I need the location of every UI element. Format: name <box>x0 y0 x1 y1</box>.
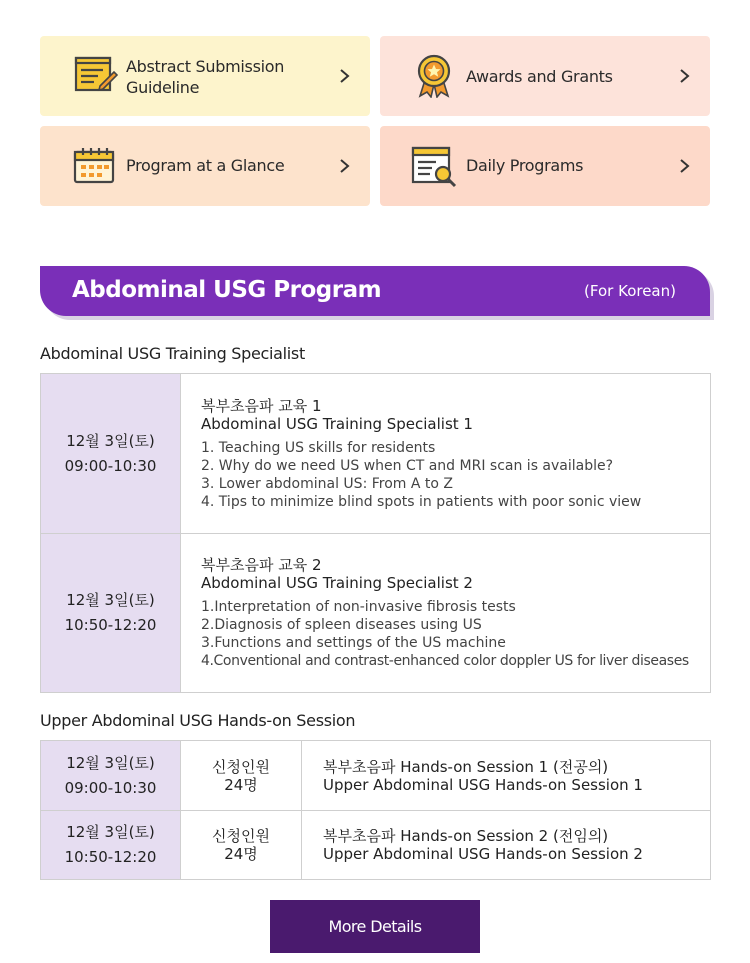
program-at-a-glance-link[interactable] <box>40 126 370 206</box>
abstract-submission-link[interactable] <box>40 36 370 116</box>
list-item: 3. Lower abdominal US: From A to Z <box>201 475 453 492</box>
capacity <box>181 811 302 880</box>
table-row <box>41 374 711 534</box>
session-title-en: Upper Abdominal USG Hands-on Session 2 <box>323 845 643 863</box>
tile-label: Abstract Submission Guideline <box>126 57 285 97</box>
award-medal-icon <box>410 54 458 98</box>
topic-list <box>201 598 710 670</box>
session-date: 12월 3일(토) <box>66 591 155 609</box>
capacity-value: 24명 <box>224 775 258 794</box>
session-datetime <box>41 374 181 534</box>
table-row <box>41 811 711 880</box>
banner-title: Abdominal USG Program <box>72 277 382 303</box>
tile-label: Awards and Grants <box>466 67 613 86</box>
capacity-label: 신청인원 <box>212 827 270 845</box>
session-title-en: Abdominal USG Training Specialist 2 <box>201 574 473 592</box>
tile-label: Program at a Glance <box>126 156 285 175</box>
calendar-icon <box>70 144 118 188</box>
capacity <box>181 741 302 811</box>
session-title-en: Upper Abdominal USG Hands-on Session 1 <box>323 775 643 794</box>
session-description <box>302 741 711 811</box>
list-item: 2. Why do we need US when CT and MRI scan is available? <box>201 457 614 474</box>
handson-section-title: Upper Abdominal USG Hands-on Session <box>40 711 356 730</box>
more-details-button[interactable]: More Details <box>270 900 480 953</box>
handson-table <box>40 740 711 880</box>
document-search-icon <box>410 144 458 188</box>
training-table <box>40 373 711 693</box>
session-datetime <box>41 534 181 693</box>
capacity-value: 24명 <box>224 845 258 863</box>
notepad-pencil-icon <box>70 54 118 98</box>
session-title-ko: 복부초음파 교육 1 <box>201 396 322 415</box>
session-date: 12월 3일(토) <box>66 753 155 772</box>
chevron-right-icon <box>338 156 352 176</box>
session-date: 12월 3일(토) <box>66 823 155 841</box>
session-title-en: Abdominal USG Training Specialist 1 <box>201 414 473 433</box>
list-item: 1. Teaching US skills for residents <box>201 439 436 456</box>
session-datetime <box>41 741 181 811</box>
session-datetime <box>41 811 181 880</box>
list-item: 1.Interpretation of non-invasive fibrosis tests <box>201 599 516 615</box>
capacity-label: 신청인원 <box>212 757 270 776</box>
list-item: 4.Conventional and contrast-enhanced color doppler US for liver diseases <box>201 653 689 669</box>
session-description <box>302 811 711 880</box>
chevron-right-icon <box>678 156 692 176</box>
banner-subtitle: (For Korean) <box>584 282 676 300</box>
session-time: 09:00-10:30 <box>64 778 157 797</box>
session-description <box>181 374 711 534</box>
tile-label: Daily Programs <box>466 156 584 175</box>
session-time: 10:50-12:20 <box>64 616 157 634</box>
session-title-ko: 복부초음파 Hands-on Session 1 (전공의) <box>323 757 609 776</box>
awards-grants-link[interactable] <box>380 36 710 116</box>
session-time: 09:00-10:30 <box>64 456 157 475</box>
chevron-right-icon <box>338 66 352 86</box>
list-item: 4. Tips to minimize blind spots in patients with poor sonic view <box>201 493 642 510</box>
list-item: 3.Functions and settings of the US machine <box>201 635 506 651</box>
list-item: 2.Diagnosis of spleen diseases using US <box>201 617 482 633</box>
table-row <box>41 534 711 693</box>
session-title-ko: 복부초음파 교육 2 <box>201 556 322 574</box>
table-row <box>41 741 711 811</box>
session-date: 12월 3일(토) <box>66 431 155 450</box>
session-time: 10:50-12:20 <box>64 848 157 866</box>
training-section-title: Abdominal USG Training Specialist <box>40 344 305 363</box>
session-description <box>181 534 711 693</box>
daily-programs-link[interactable] <box>380 126 710 206</box>
program-banner <box>40 266 710 316</box>
session-title-ko: 복부초음파 Hands-on Session 2 (전임의) <box>323 827 609 845</box>
topic-list <box>201 439 710 511</box>
chevron-right-icon <box>678 66 692 86</box>
